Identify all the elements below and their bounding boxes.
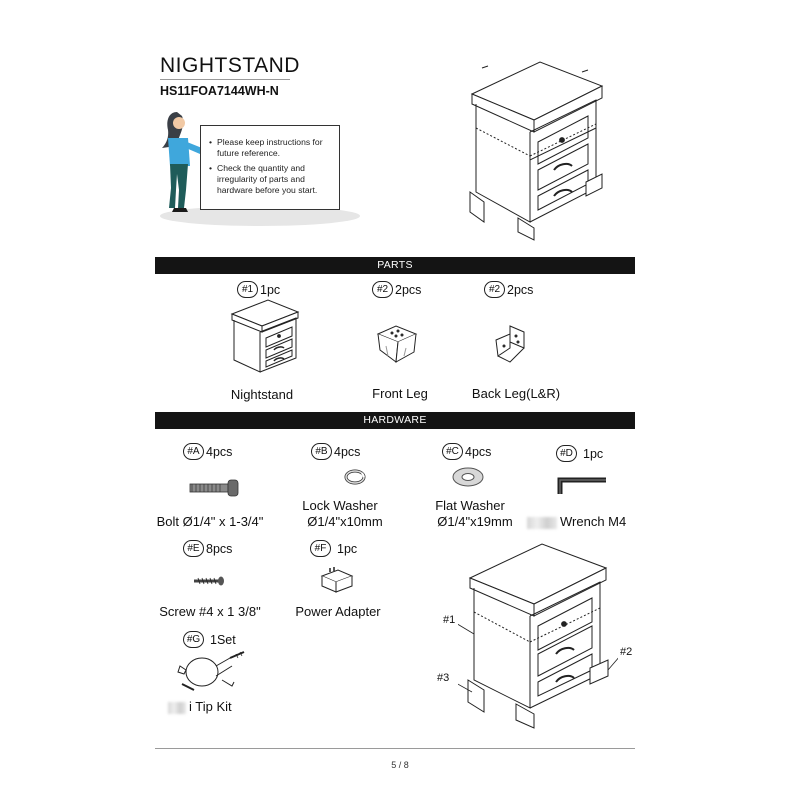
hw-f-qty: #F 1pc	[310, 540, 357, 557]
page-number: 5 / 8	[391, 760, 409, 770]
nightstand-part-icon	[228, 296, 303, 378]
hw-c-label: Flat Washer	[435, 498, 505, 513]
part-1-label: Nightstand	[230, 387, 294, 402]
hw-g-label: i Tip Kit	[189, 699, 232, 714]
page-title: NIGHTSTAND	[160, 54, 300, 77]
hardware-heading: HARDWARE	[155, 412, 635, 429]
back-leg-icon	[490, 322, 530, 366]
hw-a-id: #A	[183, 443, 204, 460]
part-3-id: #2	[484, 281, 505, 298]
hw-b-spec: Ø1/4"x10mm	[307, 514, 383, 529]
parts-heading: PARTS	[155, 257, 635, 274]
bolt-icon	[188, 478, 242, 498]
model-number: HS11FOA7144WH-N	[160, 84, 279, 98]
title-divider	[160, 79, 290, 80]
part-3-label: Back Leg(L&R)	[471, 386, 561, 401]
instruction-note	[200, 125, 340, 210]
hw-c-id: #C	[442, 443, 463, 460]
front-leg-icon	[374, 322, 422, 366]
hw-b-qty: #B 4pcs	[311, 443, 360, 460]
part-2-id: #2	[372, 281, 393, 298]
part-2-label: Front Leg	[372, 386, 428, 401]
part-3-qty: #2 2pcs	[484, 281, 533, 298]
hw-d-label-wrap	[527, 514, 626, 529]
nightstand-illustration-top	[462, 52, 612, 242]
hw-f-label: Power Adapter	[295, 604, 381, 619]
lock-washer-icon	[343, 468, 367, 486]
part-1-qty: #1 1pc	[237, 281, 280, 298]
hw-a-label: Bolt Ø1/4" x 1-3/4"	[156, 514, 264, 529]
hw-g-qty: #G 1Set	[183, 631, 236, 648]
allen-wrench-icon	[554, 474, 610, 498]
callout-part-1: #1	[443, 614, 456, 626]
note-keep-instructions: • Please keep instructions for future reference.	[209, 137, 333, 159]
hw-a-qty: #A 4pcs	[183, 443, 232, 460]
footer-divider	[155, 748, 635, 749]
power-adapter-icon	[318, 566, 356, 594]
callout-part-3: #3	[437, 672, 450, 684]
hw-c-qty: #C 4pcs	[442, 443, 491, 460]
hw-e-qty: #E 8pcs	[183, 540, 232, 557]
anti-tip-kit-icon	[172, 648, 252, 696]
hw-d-qty: #D 1pc	[556, 445, 603, 462]
hw-b-label: Lock Washer	[302, 498, 378, 513]
hw-e-id: #E	[183, 540, 204, 557]
hw-e-label: Screw #4 x 1 3/8"	[159, 604, 261, 619]
hw-g-id: #G	[183, 631, 204, 648]
hw-g-label-wrap	[168, 699, 232, 714]
part-1-id: #1	[237, 281, 258, 298]
hw-c-spec: Ø1/4"x19mm	[437, 514, 513, 529]
flat-washer-icon	[450, 466, 486, 488]
part-2-qty: #2 2pcs	[372, 281, 421, 298]
screw-icon	[190, 574, 226, 588]
redacted-text	[168, 702, 186, 714]
hw-f-id: #F	[310, 540, 331, 557]
note-check-parts: • Check the quantity and irregularity of parts and hardware before you start.	[209, 163, 333, 196]
hw-b-id: #B	[311, 443, 332, 460]
callout-part-2: #2	[620, 646, 633, 658]
assembly-diagram	[458, 530, 618, 740]
hw-d-label: Wrench M4	[560, 514, 627, 529]
redacted-text	[527, 517, 557, 529]
hw-d-id: #D	[556, 445, 577, 462]
